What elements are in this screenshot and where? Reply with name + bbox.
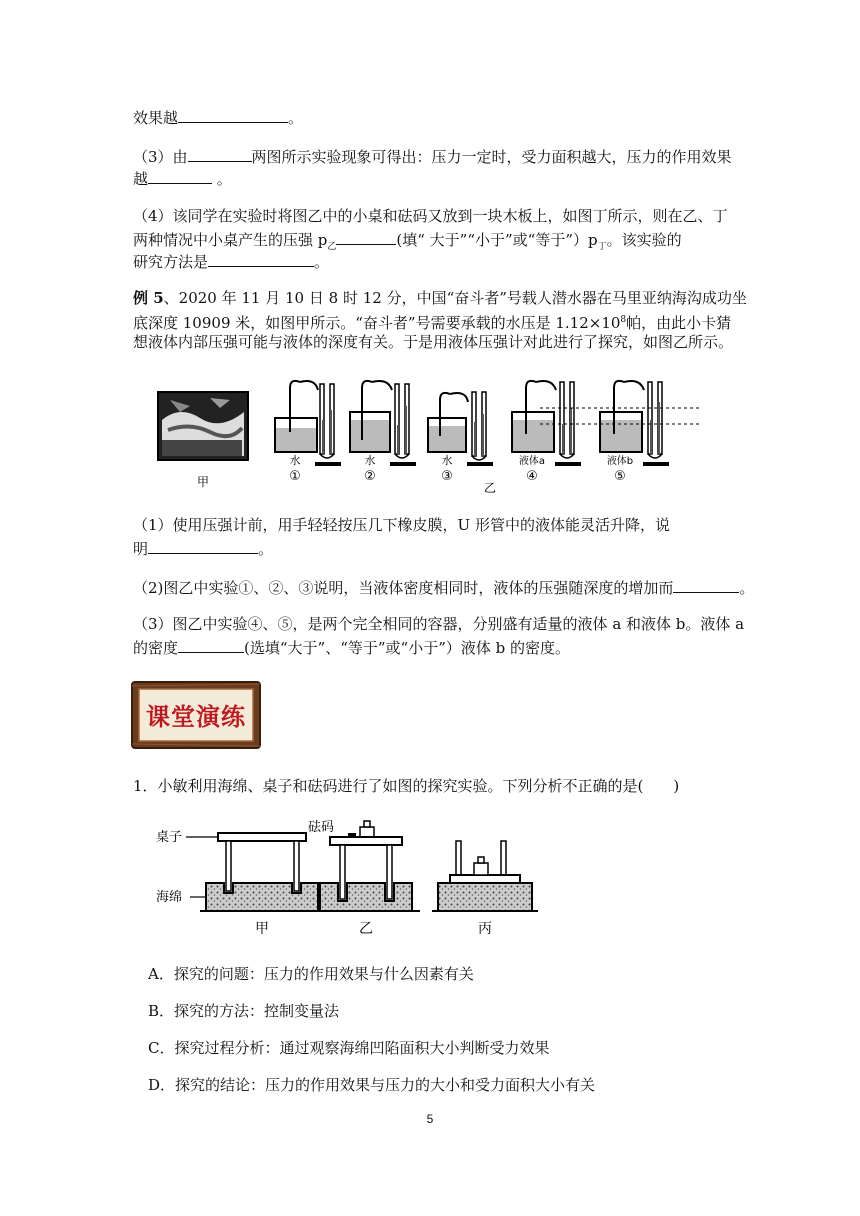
label-n3: ③: [441, 469, 453, 484]
example-5: [133, 288, 747, 308]
text: （3）由: [133, 148, 188, 166]
banner-title: 课堂演练: [146, 702, 246, 731]
label-bing: 丙: [478, 921, 492, 937]
option-d[interactable]: [148, 1075, 595, 1095]
text-line: [133, 537, 273, 559]
label-yi: 乙: [359, 921, 373, 937]
text: 效果越: [133, 109, 179, 127]
text-line: [133, 332, 733, 352]
text: 的密度: [133, 639, 179, 657]
answer-blank[interactable]: [336, 228, 396, 245]
text-line: [133, 310, 731, 333]
setup-5: [600, 381, 669, 466]
label-water: 水: [289, 454, 301, 467]
ex5-question-3: [133, 614, 744, 634]
answer-blank[interactable]: [178, 106, 288, 123]
setup-bing: [432, 841, 538, 911]
setup-jia: [186, 833, 325, 911]
text-line: [133, 636, 570, 658]
setup-1: [275, 381, 341, 466]
question-1-stem: [133, 776, 679, 796]
question-4: [133, 206, 728, 226]
subscript: 丁: [597, 242, 607, 252]
superscript: 8: [620, 315, 627, 325]
text: （2)图乙中实验①、②、③说明，当液体密度相同时，液体的压强随深度的增加而: [133, 579, 674, 597]
label-liquid-b: 液体b: [606, 456, 634, 467]
label-n4: ④: [526, 469, 538, 484]
option-b[interactable]: [148, 1001, 339, 1021]
setup-4: [512, 381, 581, 466]
text: 研究方法是: [133, 253, 209, 271]
label-water: 水: [364, 454, 376, 467]
page-number: 5: [426, 1112, 434, 1126]
label-yi: 乙: [483, 481, 497, 495]
text: 。: [258, 540, 274, 558]
setup-2: [350, 381, 416, 466]
answer-blank[interactable]: [208, 250, 314, 267]
option-text: C．探究过程分析：通过观察海绵凹陷面积大小判断受力效果: [148, 1039, 550, 1057]
label-weight: 砝码: [308, 820, 335, 835]
text-line: [133, 106, 303, 128]
subscript: 乙: [327, 242, 337, 252]
label-n1: ①: [289, 469, 301, 484]
text: （4）该同学在实验时将图乙中的小桌和砝码又放到一块木板上，如图丁所示，则在乙、丁: [133, 207, 728, 225]
text: 。该实验的: [606, 231, 682, 249]
text: 想液体内部压强可能与液体的深度有关。于是用液体压强计对此进行了探究，如图乙所示。: [133, 333, 734, 351]
option-a[interactable]: [148, 964, 474, 984]
text-line: [133, 167, 232, 189]
answer-blank[interactable]: [178, 636, 244, 653]
text: 。: [314, 253, 330, 271]
label-table: 桌子: [156, 830, 183, 845]
answer-blank[interactable]: [148, 537, 258, 554]
answer-blank[interactable]: [188, 145, 252, 162]
label-sponge: 海绵: [156, 890, 183, 905]
label-water: 水: [441, 454, 453, 467]
text: （3）图乙中实验④、⑤，是两个完全相同的容器，分别盛有适量的液体 a 和液体 b。液体 a: [133, 615, 745, 633]
label-jia: 甲: [196, 475, 210, 489]
text: （1）使用压强计前，用手轻轻按压几下橡皮膜，U 形管中的液体能灵活升降，说: [133, 516, 670, 534]
text: 。: [288, 109, 304, 127]
label-liquid-a: 液体a: [518, 456, 546, 467]
text: 明: [133, 540, 149, 558]
option-c[interactable]: [148, 1038, 549, 1058]
setup-3: [428, 392, 493, 466]
ex5-question-1: [133, 515, 670, 535]
section-banner: [130, 680, 262, 750]
label-n2: ②: [364, 469, 376, 484]
question-3: [133, 145, 732, 167]
text: 。: [739, 579, 755, 597]
pressure-gauge-figure: [150, 370, 710, 504]
text-line: [133, 250, 329, 272]
text: 帕，由此小卡猜: [626, 314, 732, 332]
text: 两种情况中小桌产生的压强 p: [133, 231, 328, 249]
text: (选填“大于”、“等于”或“小于”）液体 b 的密度。: [244, 639, 571, 657]
option-text: A．探究的问题：压力的作用效果与什么因素有关: [148, 965, 474, 983]
text: 底深度 10909 米，如图甲所示。“奋斗者”号需要承载的水压是 1.12×10: [133, 314, 621, 332]
text: 、2020 年 11 月 10 日 8 时 12 分，中国“奋斗者”号载人潜水器在马里亚纳海沟成功坐: [163, 289, 747, 307]
label-n5: ⑤: [614, 469, 626, 484]
answer-blank[interactable]: [673, 576, 739, 593]
answer-blank[interactable]: [148, 167, 212, 184]
label-jia: 甲: [255, 921, 269, 937]
ex5-question-2: [133, 576, 754, 598]
submersible-photo: [158, 392, 248, 460]
option-text: B．探究的方法：控制变量法: [148, 1002, 340, 1020]
sponge-table-figure: [150, 813, 550, 947]
option-text: D．探究的结论：压力的作用效果与压力的大小和受力面积大小有关: [148, 1076, 596, 1094]
example-label: 例 5: [133, 289, 164, 307]
text: (填“ 大于”“小于”或“等于”）p: [396, 231, 598, 249]
text: 两图所示实验现象可得出：压力一定时，受力面积越大，压力的作用效果: [251, 148, 732, 166]
text: 。: [212, 170, 232, 188]
text: 越: [133, 170, 149, 188]
text: 1．小敏利用海绵、桌子和砝码进行了如图的探究实验。下列分析不正确的是( ): [133, 777, 680, 795]
